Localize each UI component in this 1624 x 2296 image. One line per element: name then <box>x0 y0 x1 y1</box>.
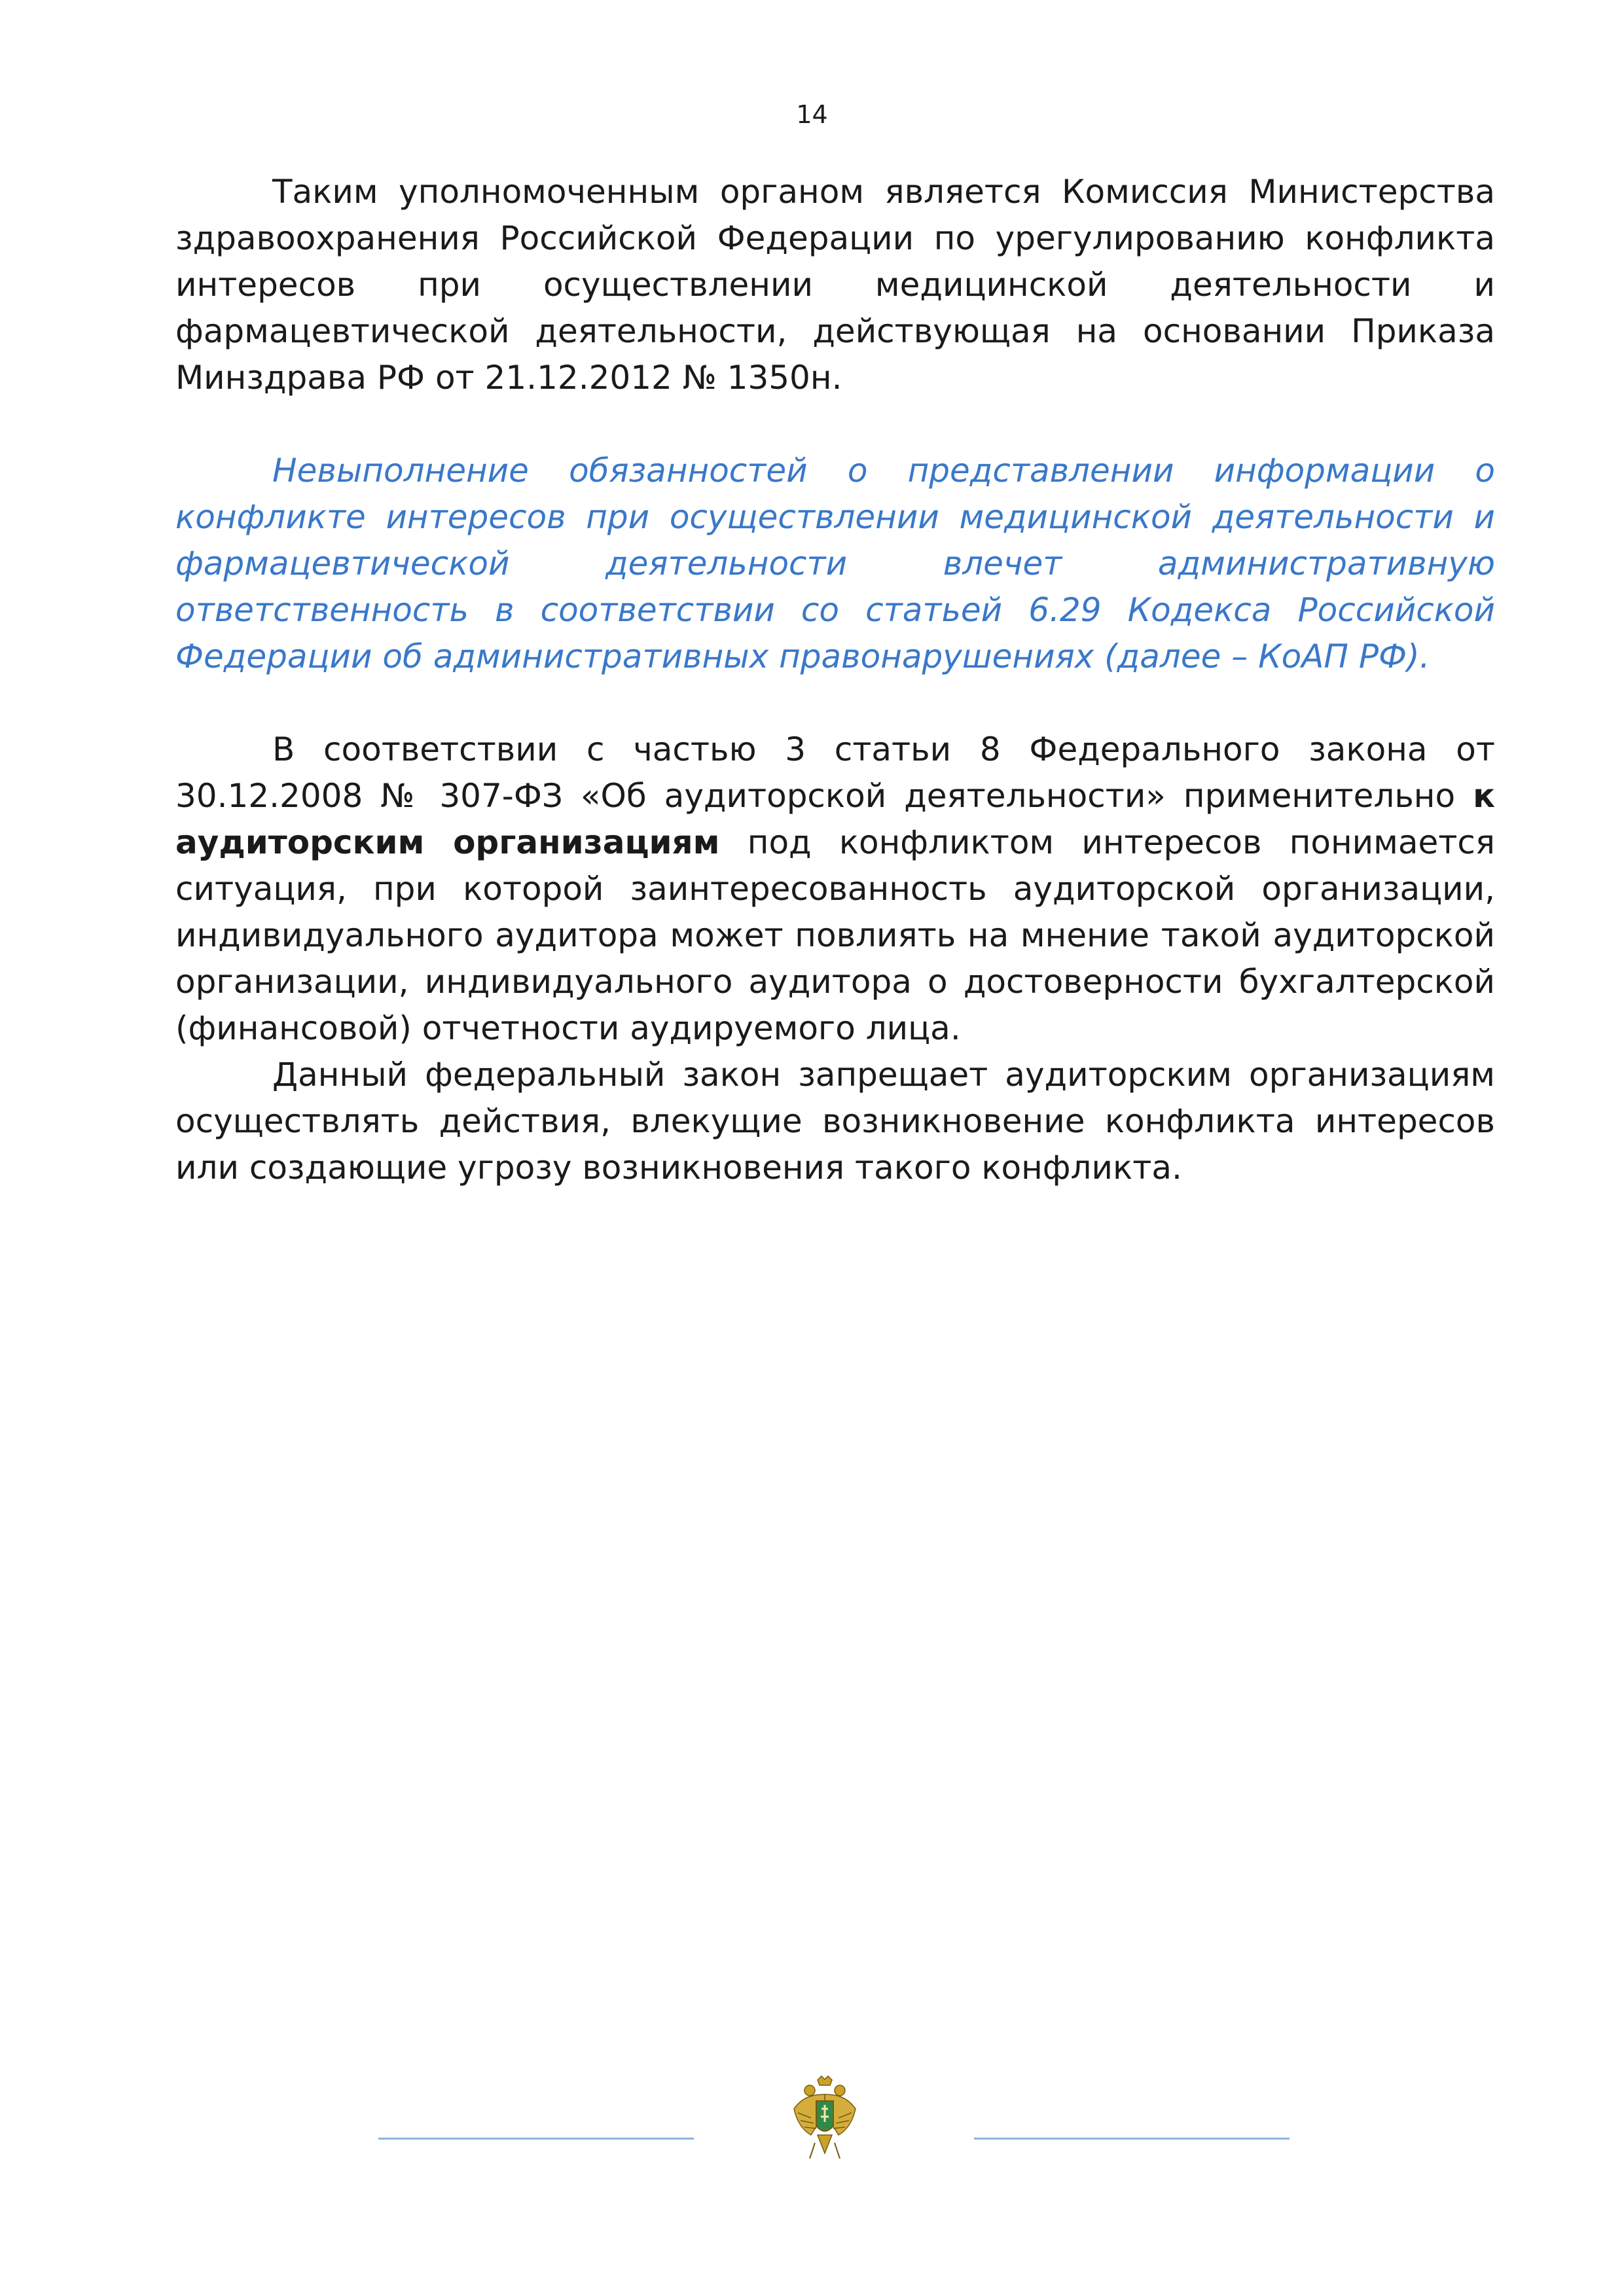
paragraph-administrative-liability: Невыполнение обязанностей о представлении информации о конфликте интересов при осуществлении медицинской деятельности и фармацевтической деятельности влечет административную ответственность в соответствии со статьей 6.29 Кодекса Российской Федерации об административных правонарушениях (далее – КоАП РФ). <box>175 452 1495 675</box>
paragraph-audit-prohibition: Данный федеральный закон запрещает аудиторским организациям осуществлять действия, влекущие возникновение конфликта интересов или создающие угрозу возникновения такого конфликта. <box>175 1056 1495 1187</box>
double-headed-eagle-emblem-icon <box>789 2075 861 2166</box>
audit-law-text-end: под конфликтом интересов понимается ситуация, при которой заинтересованность аудиторской организации, индивидуального аудитора может повлиять на мнение такой аудиторской организации, индивидуального аудитора о достоверности бухгалтерской (финансовой) отчетности аудируемого лица. <box>175 823 1495 1047</box>
audit-organizations-emphasis: к аудиторским организациям <box>175 777 1495 861</box>
audit-law-text-start: В соответствии с частью 3 статьи 8 Федерального закона от 30.12.2008 № 307-ФЗ «Об аудиторской деятельности» применительно <box>175 730 1495 815</box>
document-body <box>175 169 1495 1191</box>
paragraph-audit-law <box>175 726 1495 1052</box>
paragraph-ministry-commission: Таким уполномоченным органом является Комиссия Министерства здравоохранения Российской Федерации по урегулированию конфликта интересов при осуществлении медицинской деятельности и фармацевтической деятельности, действующая на основании Приказа Минздрава РФ от 21.12.2012 № 1350н. <box>175 173 1495 397</box>
page-number: 14 <box>796 100 828 129</box>
footer-divider-left <box>378 2138 694 2140</box>
footer-divider-right <box>974 2138 1290 2140</box>
